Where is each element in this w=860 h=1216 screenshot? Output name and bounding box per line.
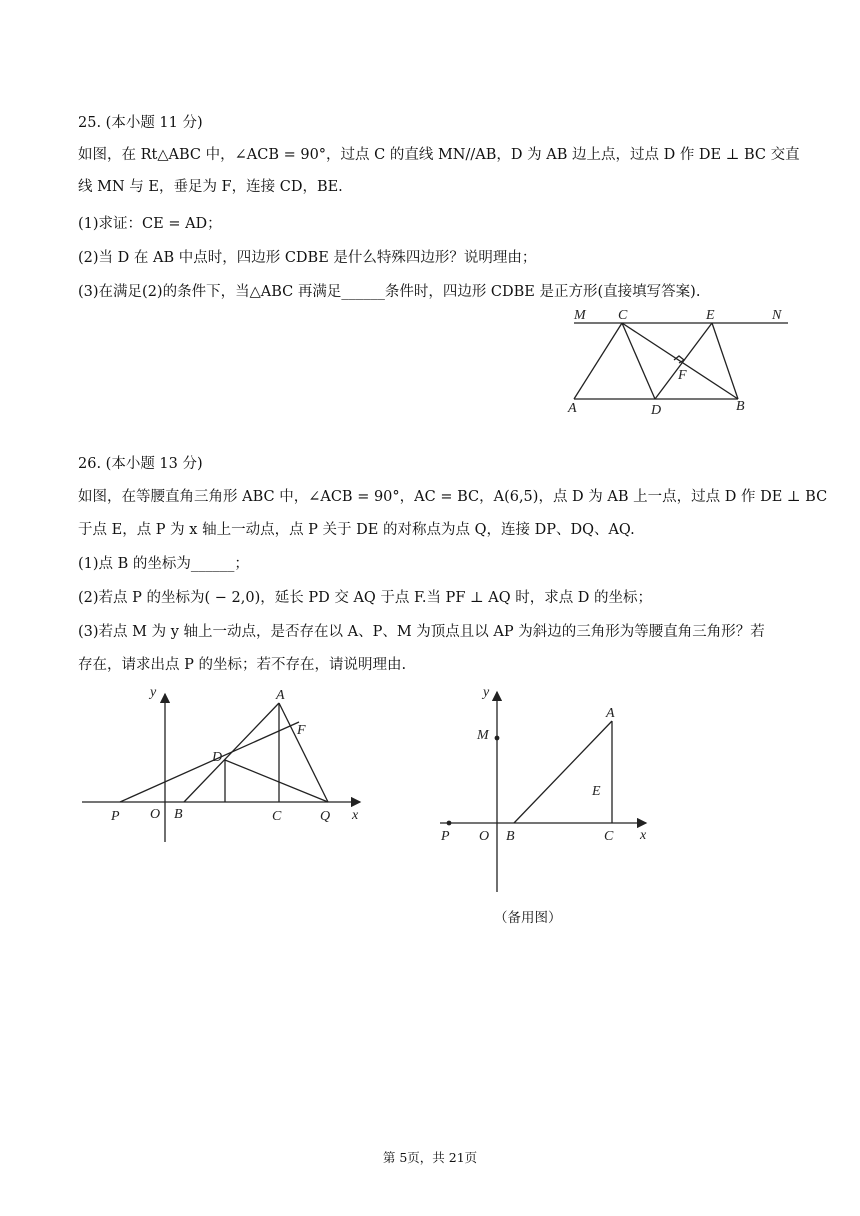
q26-heading: 26. (本小题 13 分) — [78, 456, 203, 472]
label-o: O — [150, 807, 161, 822]
label-y: y — [483, 685, 490, 700]
label-o: O — [479, 829, 490, 844]
segment-aq — [279, 703, 328, 802]
segment-eb — [712, 323, 738, 399]
figure-caption: （备用图） — [494, 910, 562, 926]
q26-part2: (2)若点 P 的坐标为( − 2,0)，延长 PD 交 AQ 于点 F.当 PF ⊥ AQ 时，求点 D 的坐标； — [78, 590, 653, 606]
label-y: y — [150, 685, 157, 700]
segment-ba — [514, 721, 612, 823]
segment-dq — [225, 760, 328, 802]
label-p: P — [111, 809, 120, 824]
label-d: D — [651, 403, 662, 418]
q26-figure-backup — [430, 682, 660, 896]
segment-ba — [184, 703, 279, 802]
label-c: C — [604, 829, 614, 844]
label-c: C — [272, 809, 282, 824]
label-x: x — [640, 828, 647, 843]
q26-part3-line2: 存在，请求出点 P 的坐标；若不存在，请说明理由. — [78, 657, 407, 673]
q26-stem-line2: 于点 E，点 P 为 x 轴上一动点，点 P 关于 DE 的对称点为点 Q，连接 DP、DQ、AQ. — [78, 522, 635, 538]
label-b: B — [736, 399, 745, 414]
q25-part2: (2)当 D 在 AB 中点时，四边形 CDBE 是什么特殊四边形？说明理由； — [78, 250, 537, 266]
point-p — [447, 821, 452, 826]
label-b: B — [174, 807, 183, 822]
q25-part1: (1)求证：CE = AD； — [78, 216, 222, 232]
label-b: B — [506, 829, 515, 844]
label-e: E — [706, 308, 715, 323]
label-a: A — [276, 688, 285, 703]
label-m: M — [477, 728, 489, 743]
label-a: A — [568, 401, 577, 416]
label-n: N — [772, 308, 782, 323]
q26-figure-main — [78, 684, 378, 846]
page-footer: 第 5页，共 21页 — [382, 1150, 478, 1165]
q25-figure — [560, 304, 800, 420]
label-f: F — [297, 723, 306, 738]
q26-part1: (1)点 B 的坐标为______； — [78, 556, 249, 572]
label-d: D — [212, 750, 223, 765]
segment-ca — [574, 323, 622, 399]
label-a: A — [606, 706, 615, 721]
label-p: P — [441, 829, 450, 844]
label-m: M — [574, 308, 586, 323]
q26-part3-line1: (3)若点 M 为 y 轴上一动点，是否存在以 A、P、M 为顶点且以 AP 为斜边的三角形为等腰直角三角形？若 — [78, 624, 765, 640]
q25-stem-line2: 线 MN 与 E，垂足为 F，连接 CD，BE. — [78, 179, 343, 195]
label-c: C — [618, 308, 628, 323]
q25-part3: (3)在满足(2)的条件下，当△ABC 再满足______条件时，四边形 CDBE 是正方形(直接填写答案). — [78, 284, 701, 300]
q26-stem-line1: 如图，在等腰直角三角形 ABC 中，∠ACB = 90°，AC = BC，A(6,5)，点 D 为 AB 上一点，过点 D 作 DE ⊥ BC — [78, 489, 828, 505]
label-e: E — [592, 784, 601, 799]
q25-heading: 25. (本小题 11 分) — [78, 115, 203, 131]
label-x: x — [352, 808, 359, 823]
point-m — [495, 736, 500, 741]
label-q: Q — [320, 809, 331, 824]
q25-stem-line1: 如图，在 Rt△ABC 中，∠ACB = 90°，过点 C 的直线 MN//AB，D 为 AB 边上点，过点 D 作 DE ⊥ BC 交直 — [78, 147, 800, 163]
segment-cb — [622, 323, 738, 399]
segment-pf — [120, 722, 299, 802]
label-f: F — [678, 368, 687, 383]
